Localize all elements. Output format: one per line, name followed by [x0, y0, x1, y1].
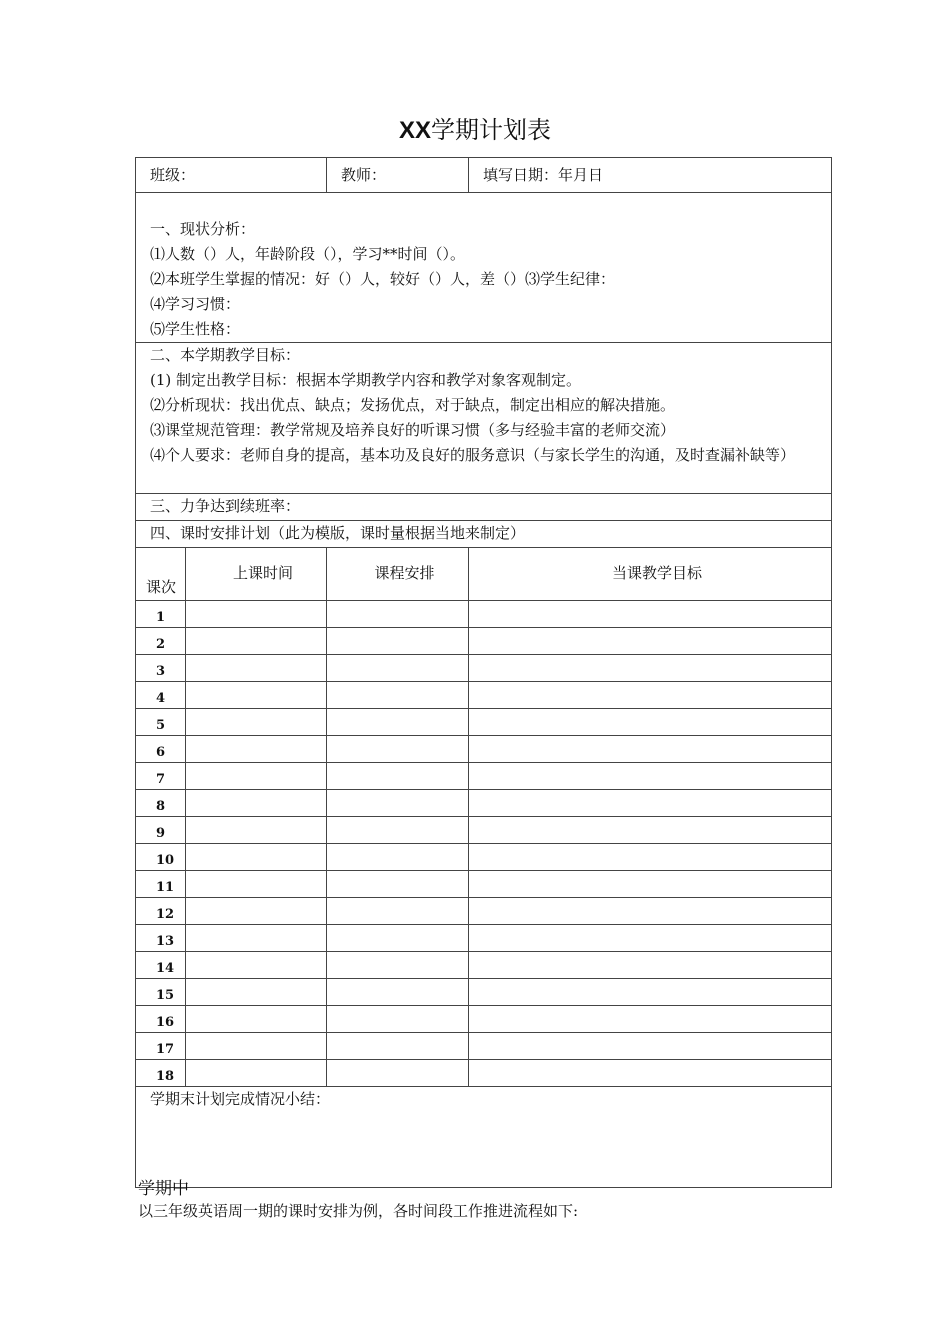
section-heading: 二、本学期教学目标： [150, 346, 301, 364]
lesson-number: 8 [136, 790, 186, 817]
schedule-heading-cell [136, 521, 832, 548]
class-time-cell[interactable] [186, 925, 327, 952]
lesson-goal-cell[interactable] [469, 1060, 832, 1087]
lesson-goal-cell[interactable] [469, 952, 832, 979]
course-arrangement-cell[interactable] [327, 844, 469, 871]
section-heading: 三、力争达到续班率： [150, 497, 301, 515]
teaching-goals-cell[interactable] [136, 343, 832, 494]
section-heading: 一、现状分析： [150, 220, 256, 238]
lesson-number: 2 [136, 628, 186, 655]
retention-cell[interactable] [136, 494, 832, 521]
goal-item: ⑵分析现状：找出优点、缺点；发扬优点，对于缺点，制定出相应的解决措施。 [150, 396, 676, 414]
teacher-cell[interactable] [327, 158, 469, 193]
table-row [136, 709, 832, 736]
schedule-section [136, 521, 832, 548]
table-row [136, 817, 832, 844]
summary-section [136, 1087, 832, 1188]
lesson-goal-cell[interactable] [469, 871, 832, 898]
goal-item: (1) 制定出教学目标：根据本学期教学内容和教学对象客观制定。 [150, 371, 582, 389]
teacher-label: 教师： [341, 166, 387, 184]
lesson-goal-cell[interactable] [469, 898, 832, 925]
table-row [136, 655, 832, 682]
title-prefix: XX [398, 117, 431, 144]
summary-cell[interactable] [136, 1087, 832, 1188]
lesson-goal-cell[interactable] [469, 628, 832, 655]
analysis-item: ⑷学习习惯： [150, 295, 241, 313]
goal-item: ⑷个人要求：老师自身的提高，基本功及良好的服务意识（与家长学生的沟通，及时查漏补缺等） [150, 446, 796, 464]
course-arrangement-cell[interactable] [327, 790, 469, 817]
course-arrangement-cell[interactable] [327, 952, 469, 979]
footer-text: 以三年级英语周一期的课时安排为例，各时间段工作推进流程如下: [138, 1202, 579, 1220]
table-row [136, 952, 832, 979]
course-arrangement-cell[interactable] [327, 709, 469, 736]
table-row [136, 601, 832, 628]
lesson-goal-cell[interactable] [469, 736, 832, 763]
course-arrangement-cell[interactable] [327, 763, 469, 790]
class-time-cell[interactable] [186, 763, 327, 790]
course-arrangement-cell[interactable] [327, 979, 469, 1006]
course-arrangement-cell[interactable] [327, 655, 469, 682]
lesson-number: 9 [136, 817, 186, 844]
course-arrangement-cell[interactable] [327, 628, 469, 655]
class-time-cell[interactable] [186, 628, 327, 655]
footer-heading: 学期中 [138, 1179, 189, 1199]
table-row [136, 763, 832, 790]
analysis-item: ⑴人数（）人，年龄阶段（），学习**时间（）。 [150, 245, 466, 263]
class-time-cell[interactable] [186, 682, 327, 709]
course-arrangement-cell[interactable] [327, 817, 469, 844]
class-time-cell[interactable] [186, 790, 327, 817]
class-time-cell[interactable] [186, 844, 327, 871]
header-row [136, 158, 832, 193]
date-label: 填写日期：年月日 [483, 166, 604, 184]
table-row [136, 790, 832, 817]
course-arrangement-cell[interactable] [327, 1060, 469, 1087]
course-arrangement-cell[interactable] [327, 736, 469, 763]
lesson-number: 4 [136, 682, 186, 709]
class-time-cell[interactable] [186, 1033, 327, 1060]
table-row [136, 736, 832, 763]
lesson-number: 18 [136, 1060, 186, 1087]
goal-item: ⑶课堂规范管理：教学常规及培养良好的听课习惯（多与经验丰富的老师交流） [150, 421, 676, 439]
class-time-cell[interactable] [186, 1060, 327, 1087]
class-time-cell[interactable] [186, 601, 327, 628]
table-row [136, 682, 832, 709]
lesson-number: 11 [136, 871, 186, 898]
class-time-cell[interactable] [186, 817, 327, 844]
course-arrangement-cell[interactable] [327, 1006, 469, 1033]
lesson-goal-cell[interactable] [469, 601, 832, 628]
lesson-goal-cell[interactable] [469, 682, 832, 709]
col-course-arrangement: 课程安排 [327, 548, 469, 601]
schedule-column-header [136, 548, 832, 601]
table-row [136, 1006, 832, 1033]
analysis-item: ⑵本班学生掌握的情况：好（）人，较好（）人，差（）⑶学生纪律： [150, 270, 616, 288]
col-lesson-number: 课次 [136, 548, 186, 601]
section-heading: 四、课时安排计划（此为模版，课时量根据当地来制定） [150, 524, 526, 542]
course-arrangement-cell[interactable] [327, 682, 469, 709]
table-row [136, 844, 832, 871]
class-time-cell[interactable] [186, 736, 327, 763]
class-time-cell[interactable] [186, 709, 327, 736]
lesson-goal-cell[interactable] [469, 925, 832, 952]
table-row [136, 1033, 832, 1060]
lesson-number: 1 [136, 601, 186, 628]
course-arrangement-cell[interactable] [327, 871, 469, 898]
schedule-rows [136, 601, 832, 1087]
lesson-number: 5 [136, 709, 186, 736]
lesson-number: 12 [136, 898, 186, 925]
lesson-goal-cell[interactable] [469, 655, 832, 682]
lesson-number: 3 [136, 655, 186, 682]
lesson-goal-cell[interactable] [469, 979, 832, 1006]
table-row [136, 628, 832, 655]
lesson-goal-cell[interactable] [469, 1033, 832, 1060]
page-title [0, 110, 950, 145]
lesson-number: 15 [136, 979, 186, 1006]
col-lesson-goal: 当课教学目标 [469, 548, 832, 601]
title-text: 学期计划表 [431, 116, 551, 144]
summary-label: 学期末计划完成情况小结： [150, 1090, 331, 1108]
lesson-goal-cell[interactable] [469, 817, 832, 844]
analysis-item: ⑸学生性格： [150, 320, 241, 338]
col-class-time: 上课时间 [186, 548, 327, 601]
lesson-goal-cell[interactable] [469, 844, 832, 871]
lesson-goal-cell[interactable] [469, 790, 832, 817]
class-cell[interactable] [136, 158, 327, 193]
class-time-cell[interactable] [186, 871, 327, 898]
class-time-cell[interactable] [186, 1006, 327, 1033]
class-time-cell[interactable] [186, 952, 327, 979]
lesson-number: 17 [136, 1033, 186, 1060]
course-arrangement-cell[interactable] [327, 898, 469, 925]
lesson-number: 14 [136, 952, 186, 979]
class-time-cell[interactable] [186, 898, 327, 925]
retention-section [136, 494, 832, 521]
course-arrangement-cell[interactable] [327, 601, 469, 628]
class-label: 班级： [150, 166, 196, 184]
table-row [136, 979, 832, 1006]
course-arrangement-cell[interactable] [327, 925, 469, 952]
table-row [136, 871, 832, 898]
lesson-number: 13 [136, 925, 186, 952]
table-row [136, 898, 832, 925]
lesson-goal-cell[interactable] [469, 1006, 832, 1033]
status-analysis-section [136, 193, 832, 343]
class-time-cell[interactable] [186, 979, 327, 1006]
date-cell[interactable] [469, 158, 832, 193]
course-arrangement-cell[interactable] [327, 1033, 469, 1060]
teaching-goals-section [136, 343, 832, 494]
table-row [136, 925, 832, 952]
lesson-number: 6 [136, 736, 186, 763]
lesson-goal-cell[interactable] [469, 763, 832, 790]
lesson-number: 16 [136, 1006, 186, 1033]
status-analysis-cell[interactable] [136, 193, 832, 343]
plan-table [135, 157, 832, 1188]
lesson-goal-cell[interactable] [469, 709, 832, 736]
class-time-cell[interactable] [186, 655, 327, 682]
table-row [136, 1060, 832, 1087]
lesson-number: 7 [136, 763, 186, 790]
lesson-number: 10 [136, 844, 186, 871]
